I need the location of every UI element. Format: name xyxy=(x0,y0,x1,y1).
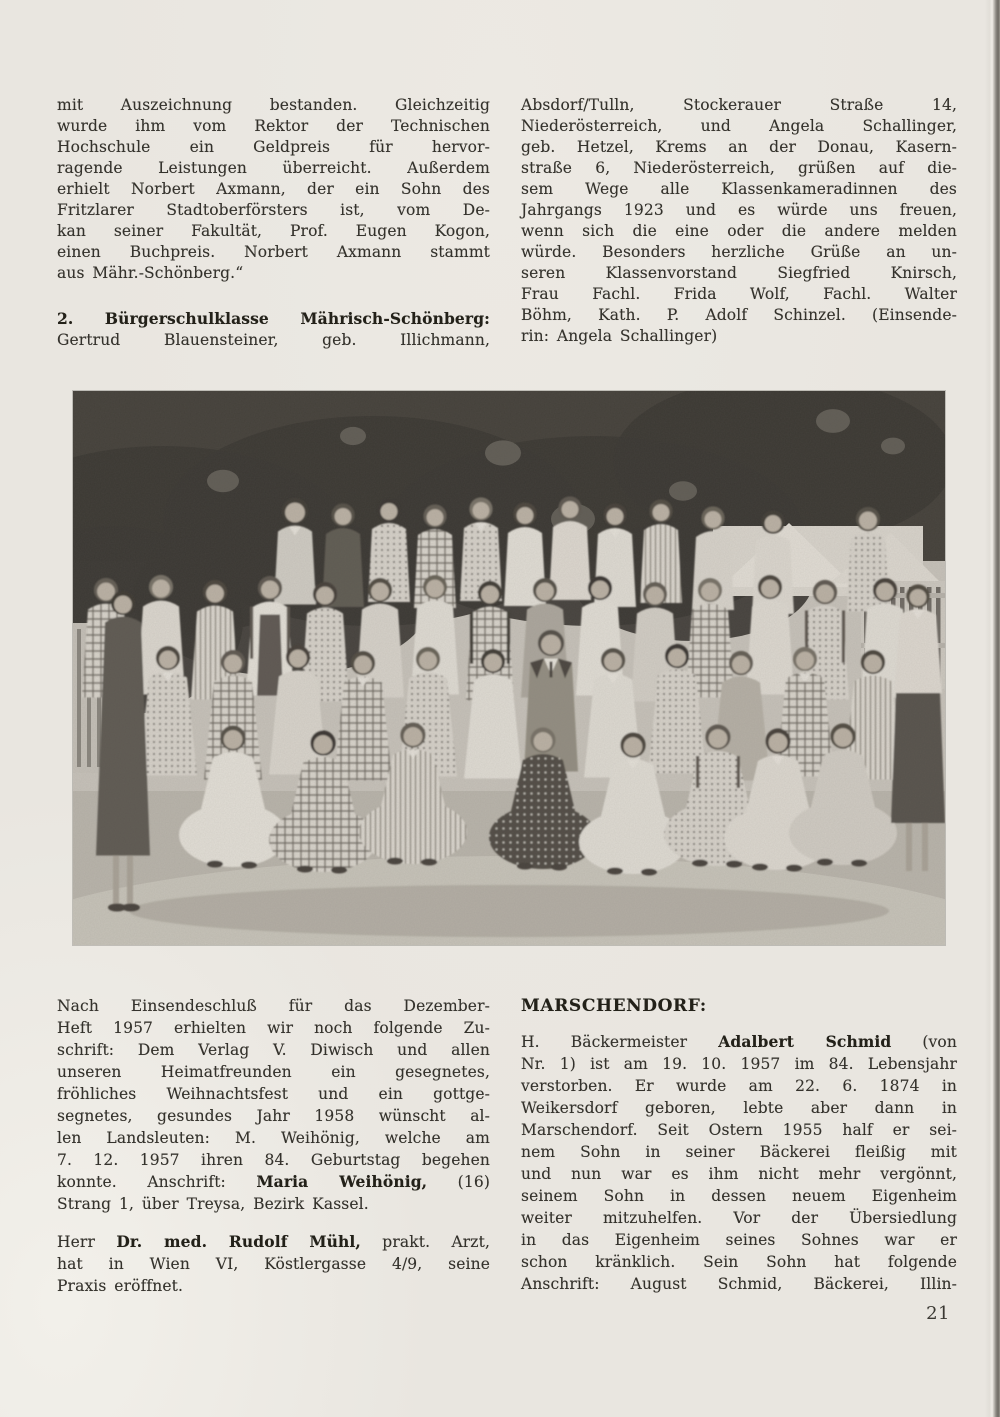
text-line: aus Mähr.-Schönberg.“ xyxy=(57,264,244,282)
text-line: konnte. Anschrift: Maria Weihönig, (16) xyxy=(57,1172,490,1191)
text-line: würde. Besonders herzliche Grüße an un- xyxy=(521,243,957,261)
page-edge-shadow xyxy=(985,0,1000,1417)
bottom-right-column xyxy=(521,995,957,1297)
text-line: Herr Dr. med. Rudolf Mühl, prakt. Arzt, xyxy=(57,1232,490,1251)
text-line: Gertrud Blauensteiner, geb. Illichmann, xyxy=(57,331,490,349)
text-line: und nun war es ihm nicht mehr vergönnt, xyxy=(521,1165,957,1183)
text-line: seinem Sohn in dessen neuem Eigenheim xyxy=(521,1187,957,1205)
text-line: Nach Einsendeschluß für das Dezember- xyxy=(57,997,490,1015)
text-line: nem Sohn in seiner Bäckerei fleißig mit xyxy=(521,1143,957,1161)
page-number: 21 xyxy=(926,1303,950,1324)
text-line: segnetes, gesundes Jahr 1958 wünscht al- xyxy=(57,1107,490,1125)
text-line: Nr. 1) ist am 19. 10. 1957 im 84. Lebensjahr xyxy=(521,1055,957,1073)
text-line: fröhliches Weihnachtsfest und ein gottge- xyxy=(57,1085,490,1103)
text-line: kan seiner Fakultät, Prof. Eugen Kogon, xyxy=(57,222,490,240)
text-line: sem Wege alle Klassenkameradinnen des xyxy=(521,180,957,198)
paragraph xyxy=(57,995,490,1215)
text-line: mit Auszeichnung bestanden. Gleichzeitig xyxy=(57,96,490,114)
text-line: 7. 12. 1957 ihren 84. Geburtstag begehen xyxy=(57,1151,490,1169)
text-line: Praxis eröffnet. xyxy=(57,1277,184,1295)
text-line: wurde ihm vom Rektor der Technischen xyxy=(57,117,490,135)
paragraph xyxy=(57,1231,490,1297)
text-line: Heft 1957 erhielten wir noch folgende Zu- xyxy=(57,1019,490,1037)
text-line: 2. Bürgerschulklasse Mährisch-Schönberg: xyxy=(57,309,490,328)
text-line: schon kränklich. Sein Sohn hat folgende xyxy=(521,1253,957,1271)
text-line: Marschendorf. Seit Ostern 1955 half er sei- xyxy=(521,1121,957,1139)
text-line: einen Buchpreis. Norbert Axmann stammt xyxy=(57,243,490,261)
top-text-section xyxy=(57,95,957,351)
text-line: wenn sich die eine oder die andere melden xyxy=(521,222,957,240)
class-photo xyxy=(73,391,945,945)
paragraph xyxy=(521,95,957,347)
text-line: Hochschule ein Geldpreis für hervor- xyxy=(57,138,490,156)
photo-grain-overlay xyxy=(73,391,945,945)
text-line: Fritzlarer Stadtoberförsters ist, vom De- xyxy=(57,201,490,219)
text-line: in das Eigenheim seines Sohnes war er xyxy=(521,1231,957,1249)
class-photo-image xyxy=(73,391,945,945)
bottom-right-paragraphs xyxy=(521,1031,957,1295)
bottom-left-column xyxy=(57,995,490,1297)
top-right-column xyxy=(521,95,957,351)
text-line: Niederösterreich, und Angela Schallinger, xyxy=(521,117,957,135)
text-line: Anschrift: August Schmid, Bäckerei, Illin- xyxy=(521,1275,957,1293)
top-left-column xyxy=(57,95,490,351)
text-line: Frau Fachl. Frida Wolf, Fachl. Walter xyxy=(521,285,957,303)
text-line: Strang 1, über Treysa, Bezirk Kassel. xyxy=(57,1195,369,1213)
text-line: Weikersdorf geboren, lebte aber dann in xyxy=(521,1099,957,1117)
bottom-text-section xyxy=(57,995,957,1297)
text-line: straße 6, Niederösterreich, grüßen auf die- xyxy=(521,159,957,177)
paragraph xyxy=(57,95,490,284)
text-line: hat in Wien VI, Köstlergasse 4/9, seine xyxy=(57,1255,490,1273)
text-line: Jahrgangs 1923 und es würde uns freuen, xyxy=(521,201,957,219)
text-line: rin: Angela Schallinger) xyxy=(521,327,718,345)
text-line: erhielt Norbert Axmann, der ein Sohn des xyxy=(57,180,490,198)
text-line: weiter mitzuhelfen. Vor der Übersiedlung xyxy=(521,1209,957,1227)
text-line: geb. Hetzel, Krems an der Donau, Kasern- xyxy=(521,138,957,156)
paragraph xyxy=(521,1031,957,1295)
text-line: Absdorf/Tulln, Stockerauer Straße 14, xyxy=(521,96,957,114)
text-line: schrift: Dem Verlag V. Diwisch und allen xyxy=(57,1041,490,1059)
text-line: ragende Leistungen überreicht. Außerdem xyxy=(57,159,490,177)
paragraph xyxy=(57,308,490,351)
text-line: verstorben. Er wurde am 22. 6. 1874 in xyxy=(521,1077,957,1095)
text-line: unseren Heimatfreunden ein gesegnetes, xyxy=(57,1063,490,1081)
text-line: H. Bäckermeister Adalbert Schmid (von xyxy=(521,1032,957,1051)
text-line: seren Klassenvorstand Siegfried Knirsch, xyxy=(521,264,957,282)
text-line: Böhm, Kath. P. Adolf Schinzel. (Einsende- xyxy=(521,306,957,324)
section-heading: MARSCHENDORF: xyxy=(521,996,707,1016)
text-line: len Landsleuten: M. Weihönig, welche am xyxy=(57,1129,490,1147)
